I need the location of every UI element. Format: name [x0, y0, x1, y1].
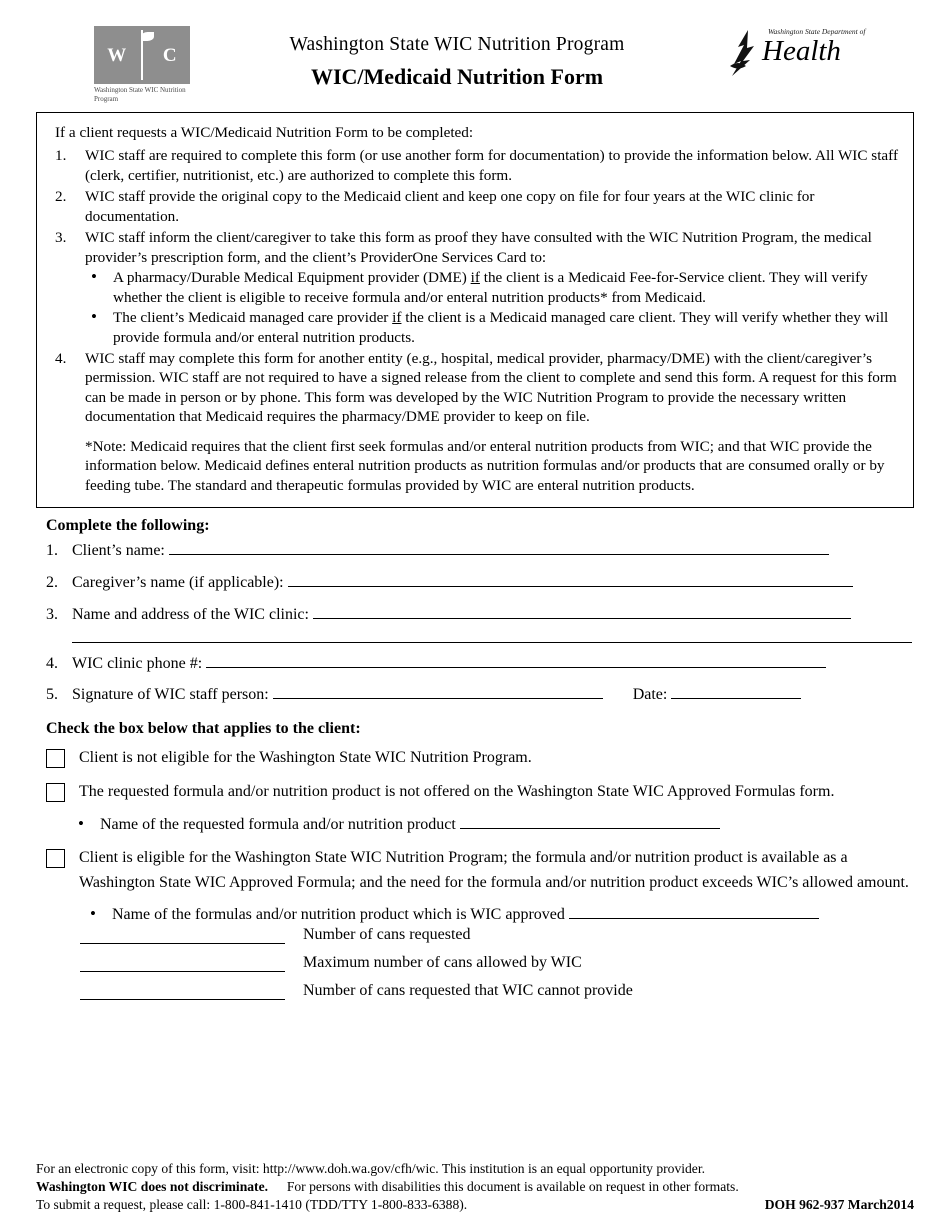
doh-logo	[724, 28, 914, 66]
instruction-text: WIC staff inform the client/caregiver to take this form as proof they have consulted with the WIC Nutrition Program, the medical provider’s prescription form, and the client’s ProviderOne Services Card to:	[85, 229, 872, 266]
cans-not-provided-label: Number of cans requested that WIC cannot provide	[303, 982, 633, 1000]
client-name-input[interactable]	[169, 541, 829, 555]
instruction-text: WIC staff provide the original copy to the Medicaid client and keep one copy on file for four years at the WIC clinic for documentation.	[85, 188, 815, 225]
cans-requested-input[interactable]	[80, 929, 285, 944]
cans-requested-label: Number of cans requested	[303, 926, 471, 944]
subitem-text-underline: if	[470, 269, 480, 287]
field-clinic-name-address	[36, 605, 914, 643]
checkbox-not-offered[interactable]	[46, 783, 65, 802]
clinic-phone-input[interactable]	[206, 654, 826, 668]
subitem-text-part2: the client is a Medicaid managed care client. They will verify whether they will provide formula and/or enteral nutrition products.	[113, 309, 889, 346]
checkbox-option-not-eligible[interactable]	[36, 746, 914, 771]
instruction-number: 1.	[55, 147, 67, 165]
footer-line-3	[36, 1196, 914, 1214]
date-label: Date:	[632, 686, 668, 704]
instruction-subitem	[85, 308, 899, 347]
bullet-icon: •	[91, 267, 97, 287]
footer-request-phone: To submit a request, please call: 1-800-841-1410 (TDD/TTY 1-800-833-6388).	[36, 1197, 468, 1213]
cans-max-allowed-label: Maximum number of cans allowed by WIC	[303, 954, 582, 972]
checkbox-label: Client is not eligible for the Washington State WIC Nutrition Program.	[79, 749, 532, 767]
checkbox-option-not-offered[interactable]	[36, 780, 914, 805]
field-number: 3.	[46, 605, 58, 623]
signature-input[interactable]	[273, 685, 603, 699]
footer-line-1: For an electronic copy of this form, visit: http://www.doh.wa.gov/cfh/wic. This institution is an equal opportunity provider.	[36, 1161, 706, 1177]
bullet-icon: •	[78, 813, 84, 833]
bullet-icon: •	[90, 904, 96, 924]
clinic-name-address-input-line2[interactable]	[72, 628, 912, 643]
wic-logo	[94, 26, 190, 104]
doh-logo-subtitle: Washington State Department of	[768, 27, 866, 36]
wic-logo-letter-c: C	[162, 44, 177, 66]
instruction-item	[51, 228, 899, 347]
instructions-list	[51, 146, 899, 426]
instruction-item	[51, 146, 899, 185]
instruction-number: 4.	[55, 349, 67, 367]
complete-fields-list	[36, 541, 914, 706]
subitem-text-underline: if	[392, 309, 402, 327]
clinic-name-address-input[interactable]	[313, 605, 851, 619]
program-title: Washington State WIC Nutrition Program	[289, 34, 625, 55]
subitem-text-part2: the client is a Medicaid Fee-for-Service client. They will verify whether the client is eligible to receive formula and/or enteral nutrition products* from Medicaid.	[113, 269, 868, 306]
field-client-name	[36, 541, 914, 562]
doh-flame-icon	[728, 30, 762, 76]
cans-not-provided-input[interactable]	[80, 985, 285, 1000]
doh-logo-wordmark: Health	[762, 35, 841, 68]
cans-max-allowed-row	[80, 954, 914, 972]
instruction-subitem	[85, 268, 899, 307]
field-number: 5.	[46, 686, 58, 704]
field-number: 1.	[46, 542, 58, 560]
field-label: WIC clinic phone #:	[72, 654, 203, 672]
checkbox-not-eligible[interactable]	[46, 749, 65, 768]
instruction-item	[51, 349, 899, 427]
footer-doc-id: DOH 962-937 March2014	[764, 1197, 914, 1213]
caregiver-name-input[interactable]	[288, 573, 853, 587]
wic-logo-caption: Washington State WIC Nutrition Program	[94, 86, 186, 103]
form-title: WIC/Medicaid Nutrition Form	[310, 64, 604, 89]
cans-requested-row	[80, 926, 914, 944]
field-caregiver-name	[36, 573, 914, 594]
page-header	[36, 22, 914, 110]
instruction-text: WIC staff are required to complete this form (or use another form for documentation) to provide the information below. All WIC staff (clerk, certifier, nutritionist, etc.) are authorized to complete this form.	[85, 147, 899, 184]
checkbox-section-heading: Check the box below that applies to the client:	[46, 720, 361, 738]
cans-max-allowed-input[interactable]	[80, 957, 285, 972]
cans-not-provided-row	[80, 982, 914, 1000]
field-signature-date	[36, 685, 914, 706]
instruction-text: WIC staff may complete this form for another entity (e.g., hospital, medical provider, pharmacy/DME) with the client/caregiver’s permission. WIC staff are not required to have a signed release from the client to complete and send this form. A request for this form can be made in person or by phone. This form was developed by the WIC Nutrition Program to provide the necessary written documentation that Medicaid requires the pharmacy/DME provider to keep on file.	[85, 349, 897, 426]
bullet-icon: •	[91, 307, 97, 327]
approved-product-input[interactable]	[569, 905, 819, 919]
page-footer	[36, 1160, 914, 1214]
subitem-text-part1: A pharmacy/Durable Medical Equipment provider (DME)	[113, 269, 471, 287]
field-number: 2.	[46, 573, 58, 591]
date-input[interactable]	[671, 685, 801, 699]
wic-logo-letter-w: W	[107, 44, 127, 66]
requested-product-row	[78, 814, 914, 834]
approved-product-label: Name of the formulas and/or nutrition product which is WIC approved	[111, 906, 565, 924]
field-label: Signature of WIC staff person:	[72, 686, 269, 704]
field-number: 4.	[46, 654, 58, 672]
footer-nondiscrimination-bold: Washington WIC does not discriminate.	[36, 1179, 269, 1195]
instruction-item	[51, 187, 899, 226]
instruction-sublist	[85, 268, 899, 347]
checkbox-eligible-exceeds[interactable]	[46, 849, 65, 868]
wic-logo-mark	[94, 26, 190, 84]
instructions-box	[36, 112, 914, 508]
requested-product-input[interactable]	[460, 815, 720, 829]
wheat-leaf-icon	[141, 32, 154, 41]
header-titles	[190, 34, 724, 90]
footer-line-2	[36, 1178, 914, 1196]
footer-nondiscrimination-rest: For persons with disabilities this document is available on request in other formats.	[286, 1179, 739, 1195]
checkbox-option-eligible-exceeds[interactable]	[36, 846, 914, 896]
checkbox-label: The requested formula and/or nutrition product is not offered on the Washington State WIC Approved Formulas form.	[79, 782, 835, 800]
checkbox-label: Client is eligible for the Washington State WIC Nutrition Program; the formula and/or nutrition product is available as a Washington State WIC Approved Formula; and the need for the formula and/or nutrition product exceeds WIC’s allowed amount.	[79, 848, 909, 891]
instructions-note: *Note: Medicaid requires that the client first seek formulas and/or enteral nutrition products from WIC; and that WIC provide the information below. Medicaid defines enteral nutrition products as nutrition formulas and/or products that are consumed orally or by feeding tube. The standard and therapeutic formulas provided by WIC are enteral nutrition products.	[85, 437, 885, 494]
approved-product-row	[90, 904, 914, 924]
field-label: Name and address of the WIC clinic:	[72, 605, 309, 623]
field-label: Client’s name:	[72, 542, 165, 560]
instruction-number: 2.	[55, 188, 67, 206]
subitem-text-part1: The client’s Medicaid managed care provider	[113, 309, 393, 327]
complete-section-heading: Complete the following:	[46, 517, 210, 535]
field-label: Caregiver’s name (if applicable):	[72, 573, 284, 591]
field-clinic-phone	[36, 654, 914, 675]
instruction-number: 3.	[55, 229, 67, 247]
instructions-lead: If a client requests a WIC/Medicaid Nutrition Form to be completed:	[55, 124, 474, 141]
requested-product-label: Name of the requested formula and/or nutrition product	[99, 815, 456, 833]
